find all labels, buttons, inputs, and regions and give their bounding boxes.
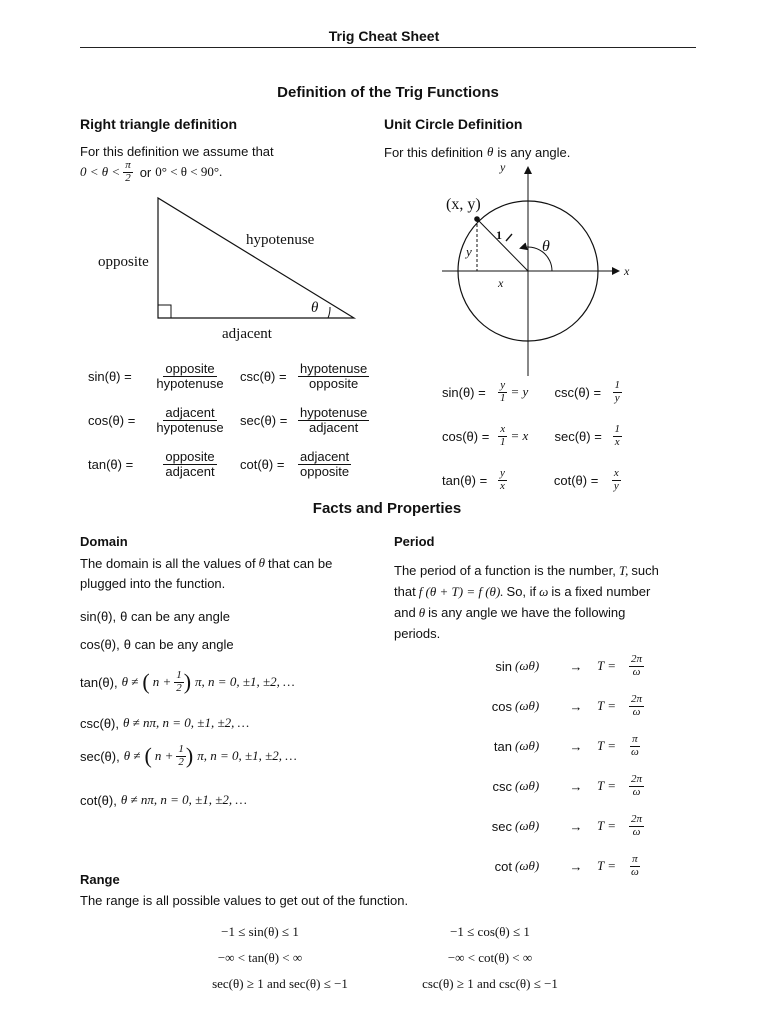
unit-circle-figure bbox=[440, 158, 640, 378]
radius-line bbox=[477, 219, 528, 271]
period-tan-fn: tan bbox=[493, 738, 512, 754]
range-cos: −1 ≤ cos(θ) ≤ 1 bbox=[450, 924, 530, 939]
period-cot-num: π bbox=[632, 852, 638, 865]
period-csc-den: ω bbox=[632, 785, 641, 798]
unit-cot-den: y bbox=[613, 479, 619, 492]
period-row-cot bbox=[462, 846, 644, 886]
csc-ratio bbox=[298, 362, 369, 390]
range-csc: csc(θ) ≥ 1 and csc(θ) ≤ −1 bbox=[422, 976, 558, 991]
period-tan-num: π bbox=[632, 732, 638, 745]
period-cot-arrow: → bbox=[569, 858, 583, 874]
point-dot bbox=[474, 216, 480, 222]
domain-sec-lparen: ( bbox=[144, 743, 152, 769]
header-rule bbox=[80, 47, 696, 48]
domain-sec-n: n + bbox=[154, 748, 174, 764]
period-sec-arrow: → bbox=[569, 818, 583, 834]
period-cot-fn: cot bbox=[494, 858, 512, 874]
period-cos-num: 2π bbox=[631, 692, 643, 705]
period-l3b: θ bbox=[418, 605, 426, 620]
domain-sec-fn: sec(θ), bbox=[80, 748, 120, 764]
period-csc-frac bbox=[629, 774, 644, 798]
radius-tick bbox=[506, 234, 512, 241]
facts-heading: Facts and Properties bbox=[312, 500, 462, 517]
period-line2 bbox=[394, 581, 659, 602]
domain-intro-theta: θ bbox=[258, 555, 265, 570]
domain-sec-half bbox=[176, 744, 186, 768]
definition-heading: Definition of the Trig Functions bbox=[277, 84, 499, 101]
domain-sin-rest: θ can be any angle bbox=[120, 609, 230, 624]
condition-or: or bbox=[139, 164, 152, 180]
cot-ratio bbox=[298, 450, 351, 478]
cos-label: cos(θ) = bbox=[88, 412, 136, 428]
domain-tan-fn: tan(θ), bbox=[80, 674, 118, 690]
period-row-csc bbox=[462, 766, 644, 806]
unit-tan-num: y bbox=[500, 466, 505, 479]
point-label: (x, y) bbox=[446, 196, 481, 213]
period-tan-lhs: T = bbox=[597, 738, 617, 753]
unit-csc-label: csc(θ) = bbox=[554, 384, 602, 400]
period-cos-arg: (ωθ) bbox=[515, 698, 540, 713]
unit-cos-den: 1 bbox=[500, 435, 506, 448]
period-sin-fn: sin bbox=[495, 658, 512, 674]
period-sin-lhs: T = bbox=[597, 658, 617, 673]
period-tan-frac bbox=[629, 734, 641, 758]
domain-cot bbox=[80, 792, 247, 808]
right-triangle-intro: For this definition we assume that bbox=[80, 144, 274, 159]
unit-tan-label: tan(θ) = bbox=[442, 472, 488, 488]
domain-sec-rparen: ) bbox=[185, 743, 194, 769]
period-sin-frac bbox=[629, 654, 644, 678]
domain-intro-a: The domain is all the values of bbox=[80, 555, 256, 571]
range-tan: −∞ < tan(θ) < ∞ bbox=[217, 950, 303, 965]
period-cos-fn: cos bbox=[491, 698, 512, 714]
unit-cos-ratio bbox=[498, 424, 508, 448]
range-sin: −1 ≤ sin(θ) ≤ 1 bbox=[221, 924, 299, 939]
sin-label: sin(θ) = bbox=[88, 368, 132, 384]
csc-den: opposite bbox=[309, 375, 359, 391]
page-title: Trig Cheat Sheet bbox=[328, 28, 440, 44]
tan-label: tan(θ) = bbox=[88, 456, 134, 472]
unit-csc-den: y bbox=[614, 391, 620, 404]
period-cos-lhs: T = bbox=[597, 698, 617, 713]
unit-sec-ratio bbox=[613, 424, 623, 448]
y-axis-label: y bbox=[500, 160, 506, 174]
unit-sin-ratio bbox=[498, 380, 508, 404]
theta-arc bbox=[328, 307, 330, 318]
period-cot-frac bbox=[629, 854, 641, 878]
domain-intro-line2: plugged into the function. bbox=[80, 576, 226, 591]
tan-den: adjacent bbox=[165, 463, 215, 479]
period-row-tan bbox=[462, 726, 644, 766]
period-sec-lhs: T = bbox=[597, 818, 617, 833]
domain-sec-num: 1 bbox=[178, 743, 184, 755]
right-formula-grid bbox=[88, 354, 369, 486]
opposite-label: opposite bbox=[98, 254, 149, 270]
unit-sec-label: sec(θ) = bbox=[554, 428, 602, 444]
period-sin-arg: (ωθ) bbox=[515, 658, 540, 673]
period-text bbox=[394, 560, 659, 644]
period-sec-num: 2π bbox=[631, 812, 643, 825]
domain-csc-rest: θ ≠ nπ, n = 0, ±1, ±2, … bbox=[123, 715, 250, 730]
x-axis-label: x bbox=[624, 264, 630, 278]
cot-den: opposite bbox=[300, 463, 350, 479]
unit-cot-num: x bbox=[613, 466, 619, 479]
domain-tan-b: π, n = 0, ±1, ±2, … bbox=[195, 674, 295, 690]
domain-sec-den: 2 bbox=[178, 755, 184, 768]
x-segment-label: x bbox=[498, 276, 504, 290]
period-cos-frac bbox=[629, 694, 644, 718]
domain-sec-b: π, n = 0, ±1, ±2, … bbox=[197, 748, 297, 764]
domain-sin-fn: sin(θ), bbox=[80, 609, 117, 624]
domain-tan-rparen: ) bbox=[183, 669, 192, 695]
period-csc-arrow: → bbox=[569, 778, 583, 794]
period-line4: periods. bbox=[394, 626, 441, 641]
unit-cot-ratio bbox=[612, 468, 621, 492]
right-triangle-condition bbox=[80, 160, 222, 184]
domain-intro-line1 bbox=[80, 555, 332, 571]
right-angle-marker bbox=[158, 305, 171, 318]
period-l3a: and bbox=[394, 605, 416, 620]
unit-cos-num: x bbox=[500, 422, 506, 435]
range-heading: Range bbox=[80, 872, 120, 887]
unit-tan-ratio bbox=[498, 468, 507, 492]
period-line3 bbox=[394, 602, 659, 623]
period-sec-arg: (ωθ) bbox=[515, 818, 540, 833]
unit-sin-label: sin(θ) = bbox=[442, 384, 486, 400]
unit-cos-tail: = x bbox=[510, 428, 529, 443]
pi-den: 2 bbox=[125, 171, 131, 184]
period-l1c: such bbox=[631, 563, 659, 578]
triangle-theta-label: θ bbox=[311, 300, 319, 316]
csc-label: csc(θ) = bbox=[240, 368, 287, 384]
period-l1a: The period of a function is the number, bbox=[394, 563, 616, 578]
period-tan-den: ω bbox=[631, 745, 639, 758]
period-table bbox=[462, 646, 644, 886]
unit-circle-heading: Unit Circle Definition bbox=[384, 116, 523, 132]
period-csc-num: 2π bbox=[631, 772, 643, 785]
domain-csc bbox=[80, 715, 249, 731]
sec-ratio bbox=[298, 406, 369, 434]
period-row-sin bbox=[462, 646, 644, 686]
period-csc-arg: (ωθ) bbox=[515, 778, 540, 793]
period-sec-fn: sec bbox=[491, 818, 512, 834]
domain-sec bbox=[80, 744, 297, 768]
unit-sin-num: y bbox=[500, 378, 506, 391]
period-line1 bbox=[394, 560, 659, 581]
period-row-sec bbox=[462, 806, 644, 846]
domain-tan-den: 2 bbox=[176, 681, 182, 694]
period-cot-den: ω bbox=[631, 865, 639, 878]
period-cos-den: ω bbox=[632, 705, 641, 718]
cot-num: adjacent bbox=[300, 448, 350, 464]
period-sin-arrow: → bbox=[569, 658, 583, 674]
sec-num: hypotenuse bbox=[300, 404, 368, 420]
cos-den: hypotenuse bbox=[156, 419, 224, 435]
sin-ratio bbox=[144, 362, 236, 390]
triangle-shape bbox=[158, 198, 354, 318]
domain-tan-a: θ ≠ bbox=[121, 674, 139, 690]
condition-a: 0 < θ < bbox=[80, 164, 121, 180]
domain-sin bbox=[80, 609, 230, 624]
cos-num: adjacent bbox=[165, 404, 215, 420]
domain-cos-rest: θ can be any angle bbox=[123, 637, 234, 652]
range-intro: The range is all possible values to get out of the function. bbox=[80, 893, 409, 908]
tan-num: opposite bbox=[165, 448, 215, 464]
pi-over-2 bbox=[123, 160, 133, 184]
domain-cos bbox=[80, 637, 234, 652]
domain-tan-half bbox=[174, 670, 184, 694]
period-l2c: So, if bbox=[506, 584, 537, 599]
unit-theta-label: θ bbox=[542, 238, 550, 255]
y-segment-label: y bbox=[466, 244, 472, 259]
range-cot: −∞ < cot(θ) < ∞ bbox=[447, 950, 533, 965]
unit-sin-tail: = y bbox=[510, 384, 529, 399]
period-csc-fn: csc bbox=[492, 778, 512, 794]
csc-num: hypotenuse bbox=[300, 360, 368, 376]
unit-cot-label: cot(θ) = bbox=[553, 472, 599, 488]
period-l2e: is a fixed number bbox=[551, 584, 651, 599]
domain-tan-lparen: ( bbox=[142, 669, 150, 695]
condition-b: 0° < θ < 90°. bbox=[155, 164, 223, 180]
unit-tan-den: x bbox=[500, 479, 505, 492]
period-row-cos bbox=[462, 686, 644, 726]
unit-sec-den: x bbox=[614, 435, 620, 448]
period-l3c: is any angle we have the following bbox=[428, 605, 626, 620]
right-triangle-heading: Right triangle definition bbox=[80, 116, 238, 132]
unit-cos-label: cos(θ) = bbox=[442, 428, 490, 444]
period-heading: Period bbox=[394, 534, 435, 549]
range-sec: sec(θ) ≥ 1 and sec(θ) ≤ −1 bbox=[212, 976, 348, 991]
cos-ratio bbox=[144, 406, 236, 434]
cot-label: cot(θ) = bbox=[240, 456, 285, 472]
tan-ratio bbox=[144, 450, 236, 478]
pi-num: π bbox=[125, 159, 131, 171]
domain-cos-fn: cos(θ), bbox=[80, 637, 120, 652]
sin-num: opposite bbox=[165, 360, 215, 376]
period-sec-frac bbox=[629, 814, 644, 838]
period-l2d: ω bbox=[539, 584, 549, 599]
unit-csc-ratio bbox=[613, 380, 623, 404]
domain-tan-num: 1 bbox=[176, 669, 182, 681]
unit-sin-den: 1 bbox=[500, 391, 506, 404]
unit-intro-a: For this definition bbox=[384, 144, 483, 160]
domain-cot-fn: cot(θ), bbox=[80, 792, 117, 808]
period-tan-arrow: → bbox=[569, 738, 583, 754]
period-l1b: T, bbox=[618, 563, 629, 578]
domain-heading: Domain bbox=[80, 534, 128, 549]
period-cot-arg: (ωθ) bbox=[515, 858, 540, 873]
sec-label: sec(θ) = bbox=[240, 412, 288, 428]
domain-csc-fn: csc(θ), bbox=[80, 715, 119, 731]
period-l2b: f (θ + T) = f (θ). bbox=[418, 584, 504, 599]
domain-intro-b: that can be bbox=[268, 555, 333, 571]
domain-cot-rest: θ ≠ nπ, n = 0, ±1, ±2, … bbox=[120, 792, 247, 807]
unit-intro-theta: θ bbox=[487, 144, 494, 159]
domain-tan-n: n + bbox=[152, 674, 172, 690]
adjacent-label: adjacent bbox=[222, 326, 272, 342]
hypotenuse-label: hypotenuse bbox=[246, 232, 315, 248]
domain-sec-a: θ ≠ bbox=[123, 748, 141, 764]
radius-one-label: 1 bbox=[496, 228, 502, 242]
sec-den: adjacent bbox=[309, 419, 359, 435]
period-l2a: that bbox=[394, 584, 416, 599]
period-cos-arrow: → bbox=[569, 698, 583, 714]
period-sec-den: ω bbox=[632, 825, 641, 838]
period-csc-lhs: T = bbox=[597, 778, 617, 793]
period-tan-arg: (ωθ) bbox=[515, 738, 540, 753]
unit-intro-b: is any angle. bbox=[497, 144, 571, 160]
period-cot-lhs: T = bbox=[597, 858, 617, 873]
unit-sec-num: 1 bbox=[614, 422, 620, 435]
unit-csc-num: 1 bbox=[614, 378, 620, 391]
unit-formula-grid bbox=[442, 370, 622, 502]
domain-tan bbox=[80, 670, 295, 694]
period-sin-num: 2π bbox=[631, 652, 643, 665]
period-sin-den: ω bbox=[632, 665, 641, 678]
sin-den: hypotenuse bbox=[156, 375, 224, 391]
